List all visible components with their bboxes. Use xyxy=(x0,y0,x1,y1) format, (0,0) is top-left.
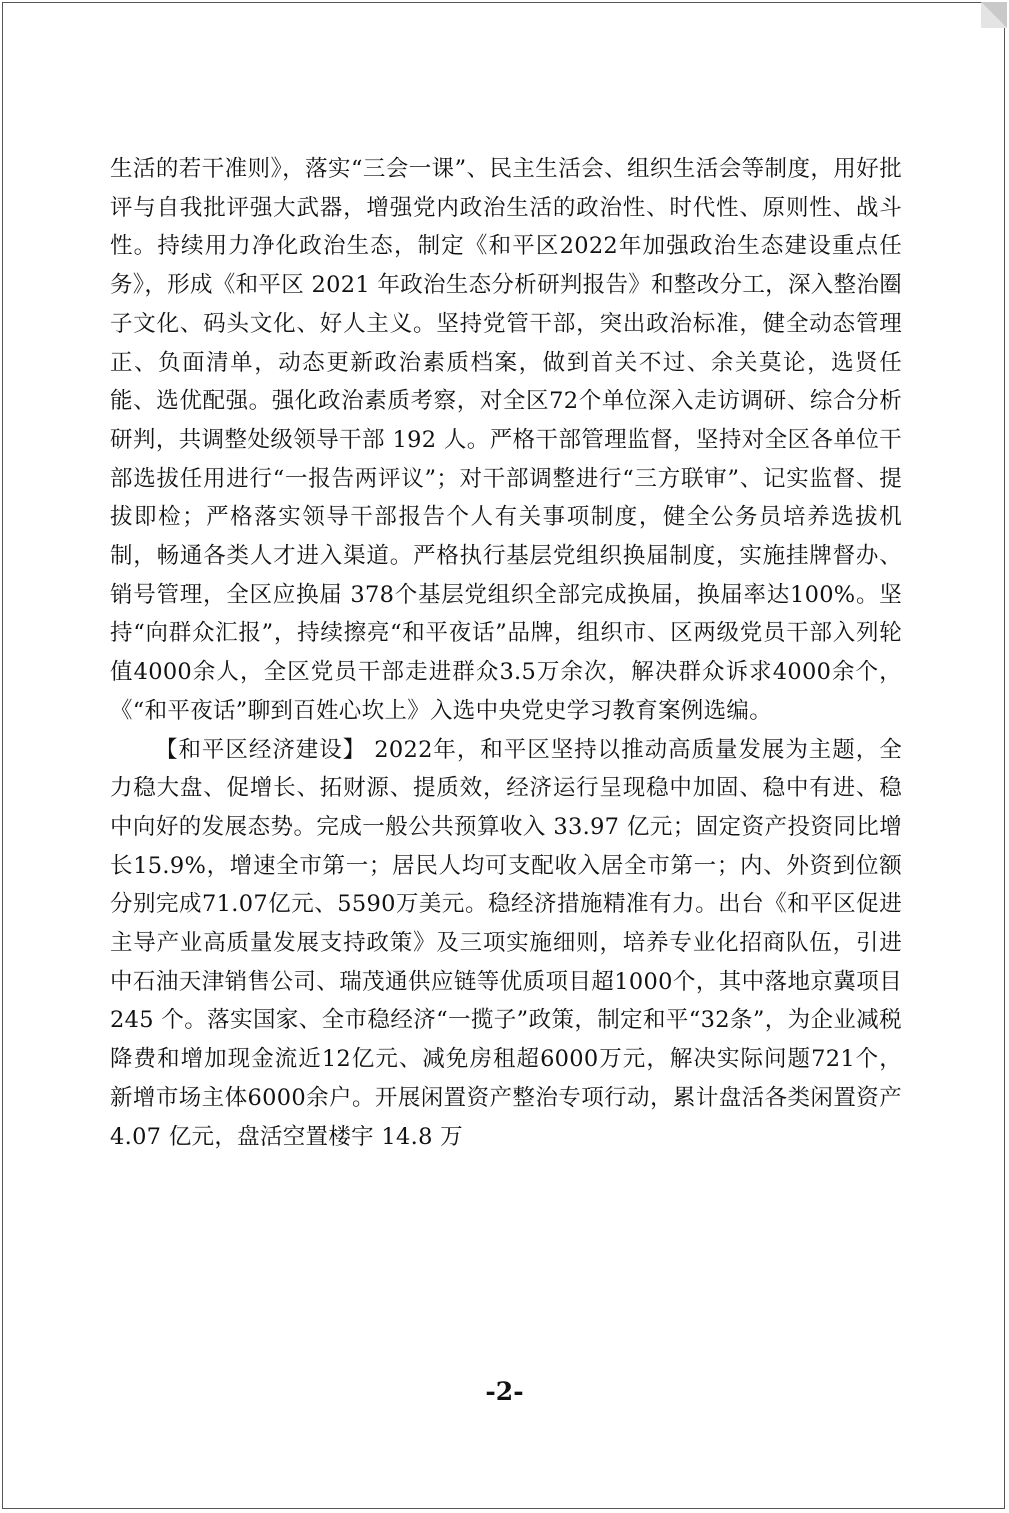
page-number: -2- xyxy=(485,1377,524,1406)
paragraph-party-building: 生活的若干准则》，落实“三会一课”、民主生活会、组织生活会等制度，用好批评与自我批评强大武器，增强党内政治生活的政治性、时代性、原则性、战斗性。持续用力净化政治生态，制定《和平区2022年加强政治生态建设重点任务》，形成《和平区 2021 年政治生态分析研判报告》和整改分工，深入整治圈子文化、码头文化、好人主义。坚持党管干部，突出政治标准，健全动态管理正、负面清单，动态更新政治素质档案，做到首关不过、余关莫论，选贤任能、选优配强。强化政治素质考察，对全区72个单位深入走访调研、综合分析研判，共调整处级领导干部 192 人。严格干部管理监督，坚持对全区各单位干部选拔任用进行“一报告两评议”；对干部调整进行“三方联审”、记实监督、提拔即检；严格落实领导干部报告个人有关事项制度，健全公务员培养选拔机制，畅通各类人才进入渠道。严格执行基层党组织换届制度，实施挂牌督办、销号管理，全区应换届 378个基层党组织全部完成换届，换届率达100%。坚持“向群众汇报”，持续擦亮“和平夜话”品牌，组织市、区两级党员干部入列轮值4000余人，全区党员干部走进群众3.5万余次，解决群众诉求4000余个，《“和平夜话”聊到百姓心坎上》入选中央党史学习教育案例选编。 xyxy=(110,156,902,724)
paragraph-economic-construction: 【和平区经济建设】 2022年，和平区坚持以推动高质量发展为主题，全力稳大盘、促增长、拓财源、提质效，经济运行呈现稳中加固、稳中有进、稳中向好的发展态势。完成一般公共预算收入 33.97 亿元；固定资产投资同比增长15.9%，增速全市第一；居民人均可支配收入居全市第一；内、外资到位额分别完成71.07亿元、5590万美元。稳经济措施精准有力。出台《和平区促进主导产业高质量发展支持政策》及三项实施细则，培养专业化招商队伍，引进中石油天津销售公司、瑞茂通供应链等优质项目超1000个，其中落地京冀项目 245 个。落实国家、全市稳经济“一揽子”政策，制定和平“32条”，为企业减税降费和增加现金流近12亿元、减免房租超6000万元，解决实际问题721个，新增市场主体6000余户。开展闲置资产整治专项行动，累计盘活各类闲置资产 4.07 亿元，盘活空置楼宇 14.8 万 xyxy=(110,736,902,1150)
document-body xyxy=(110,150,902,1156)
page-fold-corner xyxy=(981,2,1007,28)
